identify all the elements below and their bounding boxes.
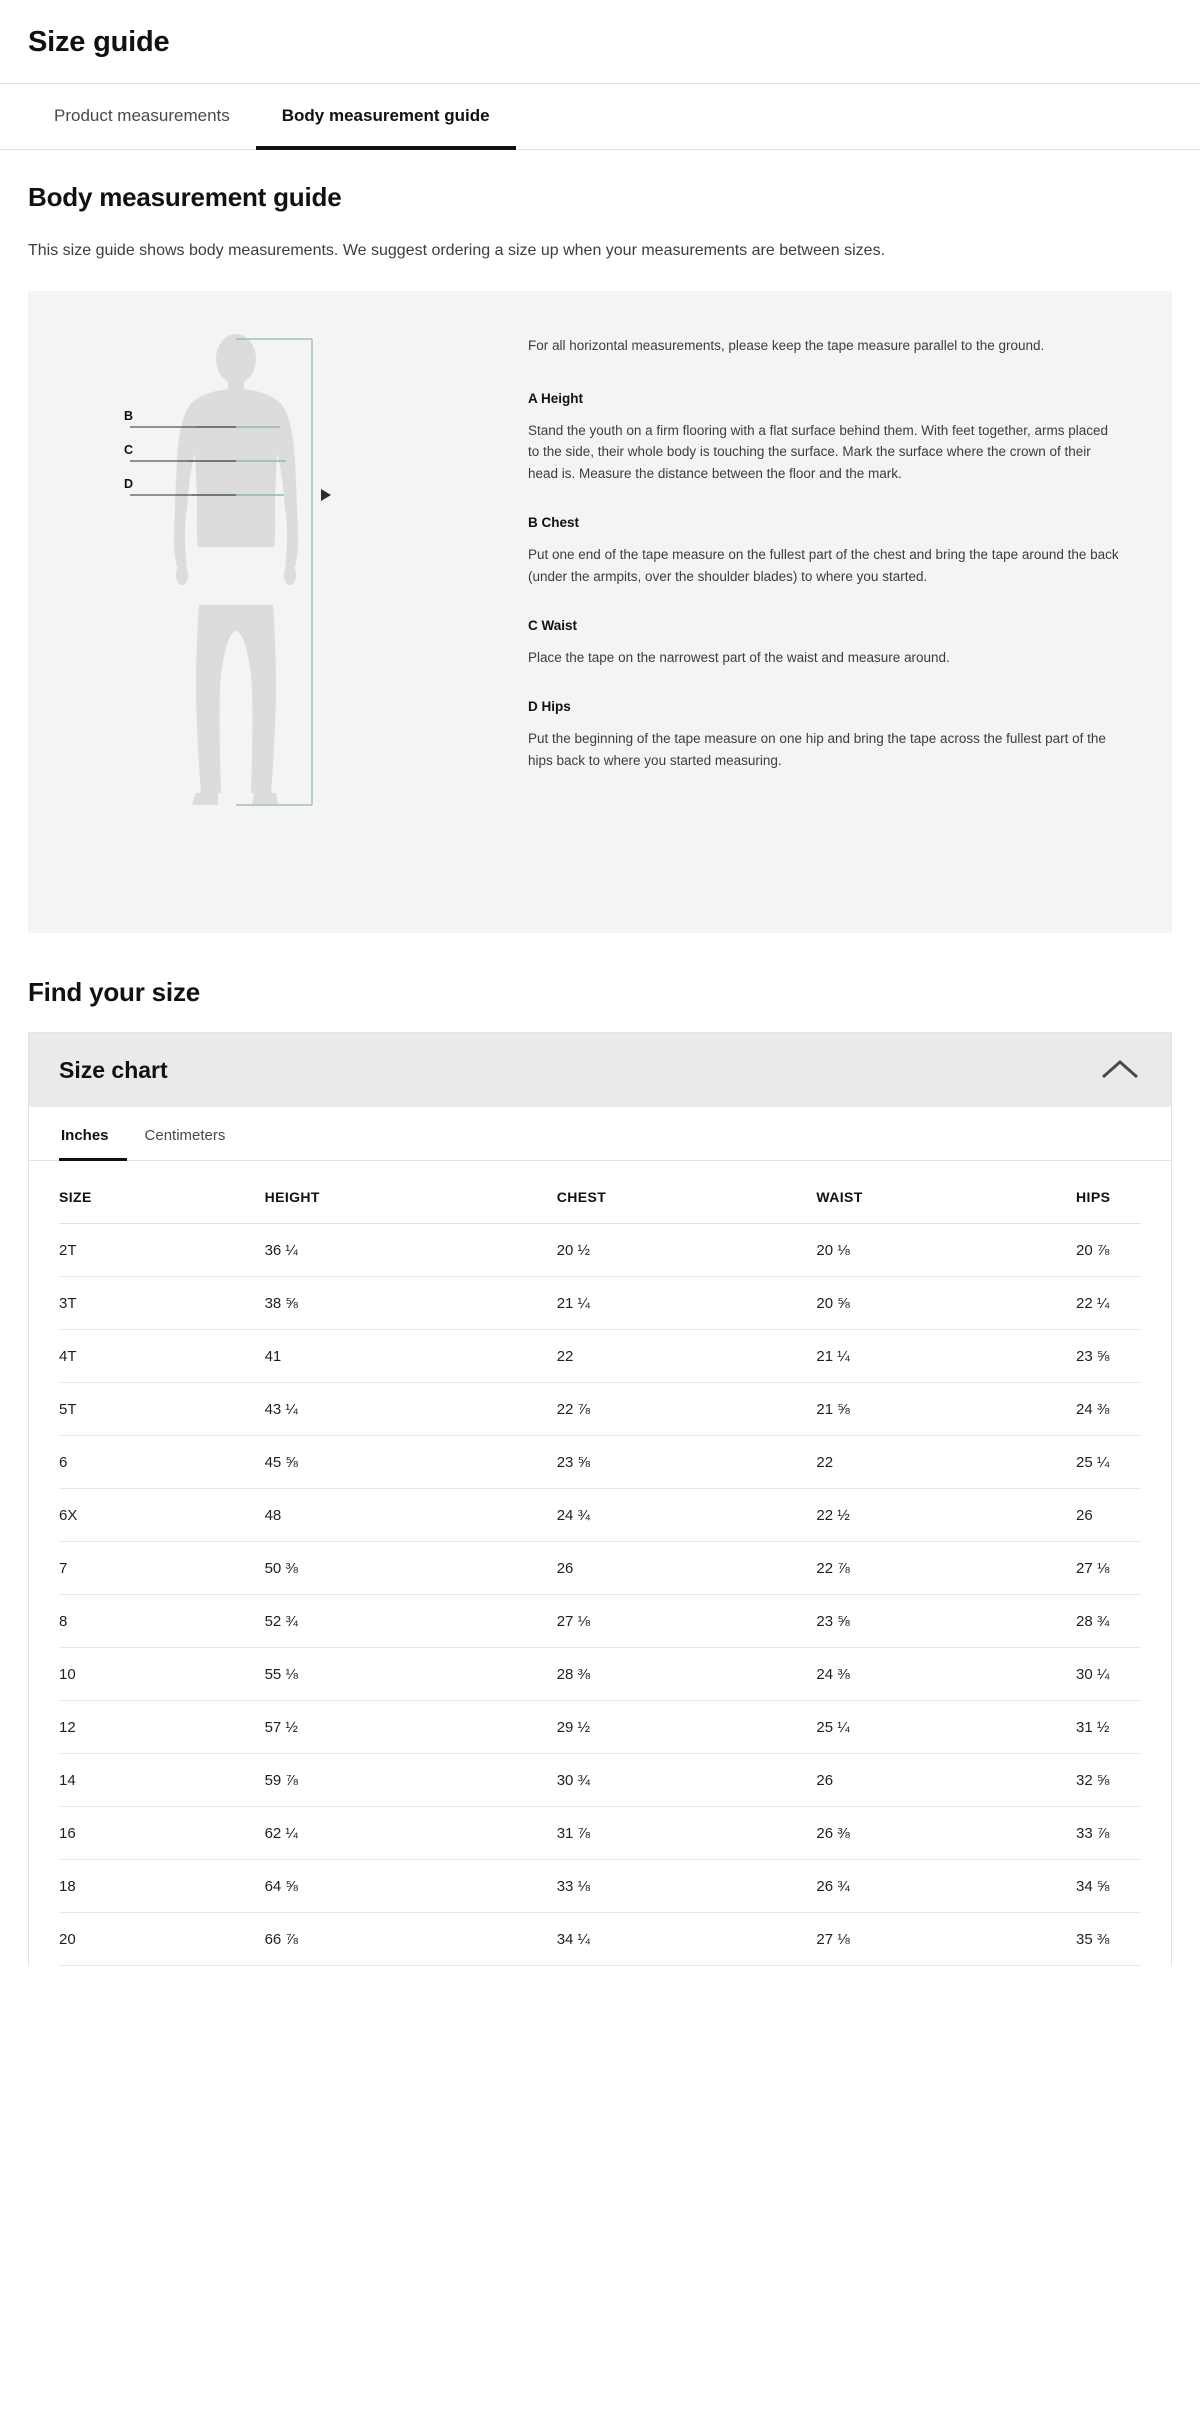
cell-value: 22 — [557, 1330, 817, 1383]
measurement-b-chest — [528, 515, 1122, 588]
cell-value: 27 ⅛ — [1076, 1542, 1141, 1595]
cell-value: 20 ⅞ — [1076, 1224, 1141, 1277]
cell-value: 23 ⅝ — [1076, 1330, 1141, 1383]
cell-value: 57 ½ — [265, 1701, 557, 1754]
table-row — [59, 1436, 1141, 1489]
tab-body-measurement-guide[interactable]: Body measurement guide — [256, 84, 516, 150]
find-your-size-section — [0, 933, 1200, 1008]
table-row — [59, 1383, 1141, 1436]
find-your-size-heading: Find your size — [28, 977, 201, 1007]
cell-value: 22 ¼ — [1076, 1277, 1141, 1330]
cell-value: 52 ¾ — [265, 1595, 557, 1648]
cell-size: 6 — [59, 1436, 265, 1489]
cell-value: 20 ½ — [557, 1224, 817, 1277]
measurement-instructions — [528, 323, 1142, 893]
cell-value: 22 ⅞ — [816, 1542, 1076, 1595]
cell-value: 34 ¼ — [557, 1913, 817, 1966]
cell-value: 20 ⅝ — [816, 1277, 1076, 1330]
figure-column — [58, 323, 528, 893]
body-silhouette-icon — [68, 323, 498, 863]
size-chart-body — [59, 1224, 1141, 1966]
cell-size: 10 — [59, 1648, 265, 1701]
cell-value: 33 ⅞ — [1076, 1807, 1141, 1860]
cell-value: 21 ¼ — [816, 1330, 1076, 1383]
cell-value: 28 ¾ — [1076, 1595, 1141, 1648]
cell-value: 36 ¼ — [265, 1224, 557, 1277]
cell-value: 41 — [265, 1330, 557, 1383]
cell-size: 20 — [59, 1913, 265, 1966]
cell-value: 27 ⅛ — [557, 1595, 817, 1648]
page-header — [0, 0, 1200, 84]
measurement-title: B Chest — [528, 515, 580, 531]
tab-centimeters[interactable]: Centimeters — [144, 1127, 226, 1144]
cell-size: 18 — [59, 1860, 265, 1913]
tab-product-measurements[interactable]: Product measurements — [54, 106, 230, 125]
table-row — [59, 1224, 1141, 1277]
cell-value: 31 ⅞ — [557, 1807, 817, 1860]
table-row — [59, 1489, 1141, 1542]
cell-value: 25 ¼ — [1076, 1436, 1141, 1489]
table-row — [59, 1330, 1141, 1383]
cell-value: 21 ⅝ — [816, 1383, 1076, 1436]
measurement-title: C Waist — [528, 617, 578, 633]
cell-size: 12 — [59, 1701, 265, 1754]
cell-value: 23 ⅝ — [816, 1595, 1076, 1648]
size-chart-card — [28, 1032, 1172, 1966]
cell-value: 33 ⅛ — [557, 1860, 817, 1913]
measurement-description: Place the tape on the narrowest part of the waist and measure around. — [528, 649, 950, 665]
cell-value: 34 ⅝ — [1076, 1860, 1141, 1913]
label-c: C — [124, 443, 134, 457]
cell-value: 30 ¼ — [1076, 1648, 1141, 1701]
body-figure — [68, 323, 498, 863]
tab-inches[interactable]: Inches — [59, 1107, 127, 1161]
measurement-title: D Hips — [528, 698, 571, 714]
intro-description: This size guide shows body measurements. We suggest ordering a size up when your measurements are between sizes. — [28, 242, 886, 259]
cell-value: 26 ¾ — [816, 1860, 1076, 1913]
cell-size: 5T — [59, 1383, 265, 1436]
column-header-chest: CHEST — [557, 1161, 817, 1224]
size-chart-table — [59, 1161, 1141, 1966]
cell-value: 30 ¾ — [557, 1754, 817, 1807]
measurement-title: A Height — [528, 390, 583, 406]
cell-value: 26 ⅜ — [816, 1807, 1076, 1860]
table-row — [59, 1595, 1141, 1648]
table-row — [59, 1277, 1141, 1330]
table-row — [59, 1701, 1141, 1754]
cell-value: 24 ⅜ — [1076, 1383, 1141, 1436]
chevron-up-icon[interactable] — [1099, 1055, 1141, 1085]
measurement-description: Put one end of the tape measure on the fullest part of the chest and bring the tape around the back (under the armpits, over the shoulder blades) to where you started. — [528, 547, 1119, 585]
cell-value: 31 ½ — [1076, 1701, 1141, 1754]
table-row — [59, 1542, 1141, 1595]
cell-value: 25 ¼ — [816, 1701, 1076, 1754]
body-measurement-panel — [28, 291, 1172, 933]
table-row — [59, 1754, 1141, 1807]
table-row — [59, 1807, 1141, 1860]
cell-value: 21 ¼ — [557, 1277, 817, 1330]
cell-value: 26 — [816, 1754, 1076, 1807]
cell-value: 48 — [265, 1489, 557, 1542]
cell-size: 8 — [59, 1595, 265, 1648]
cell-value: 20 ⅛ — [816, 1224, 1076, 1277]
cell-size: 4T — [59, 1330, 265, 1383]
measurement-c-waist — [528, 618, 1122, 669]
cell-size: 6X — [59, 1489, 265, 1542]
cell-value: 22 ⅞ — [557, 1383, 817, 1436]
cell-value: 50 ⅜ — [265, 1542, 557, 1595]
cell-value: 55 ⅛ — [265, 1648, 557, 1701]
cell-value: 29 ½ — [557, 1701, 817, 1754]
page-title: Size guide — [28, 26, 170, 58]
measurement-a-height — [528, 391, 1122, 486]
cell-size: 3T — [59, 1277, 265, 1330]
intro-section — [0, 150, 1200, 263]
measurement-description: Stand the youth on a firm flooring with a flat surface behind them. With feet together, arms placed to the side, their whole body is touching the surface. Mark the surface where the crown of their head is. Measure the distance between the floor and the mark. — [528, 422, 1109, 482]
unit-tabs — [29, 1107, 1171, 1161]
cell-value: 35 ⅜ — [1076, 1913, 1141, 1966]
cell-value: 32 ⅝ — [1076, 1754, 1141, 1807]
column-header-height: HEIGHT — [265, 1161, 557, 1224]
measurement-lead-text: For all horizontal measurements, please keep the tape measure parallel to the ground. — [528, 338, 1045, 353]
table-header-row — [59, 1161, 1141, 1224]
measurement-d-hips — [528, 699, 1122, 772]
column-header-hips: HIPS — [1076, 1161, 1141, 1224]
cell-size: 7 — [59, 1542, 265, 1595]
label-b: B — [124, 409, 134, 423]
cell-value: 28 ⅜ — [557, 1648, 817, 1701]
cell-value: 62 ¼ — [265, 1807, 557, 1860]
cell-value: 23 ⅝ — [557, 1436, 817, 1489]
cell-value: 24 ⅜ — [816, 1648, 1076, 1701]
cell-value: 43 ¼ — [265, 1383, 557, 1436]
label-d: D — [124, 477, 134, 491]
table-row — [59, 1648, 1141, 1701]
cell-value: 45 ⅝ — [265, 1436, 557, 1489]
cell-value: 22 — [816, 1436, 1076, 1489]
cell-value: 24 ¾ — [557, 1489, 817, 1542]
measurement-description: Put the beginning of the tape measure on one hip and bring the tape across the fullest part of the hips back to where you started measuring. — [528, 730, 1106, 768]
table-row — [59, 1913, 1141, 1966]
cell-value: 27 ⅛ — [816, 1913, 1076, 1966]
table-row — [59, 1860, 1141, 1913]
cell-value: 59 ⅞ — [265, 1754, 557, 1807]
cell-size: 14 — [59, 1754, 265, 1807]
cell-size: 2T — [59, 1224, 265, 1277]
column-header-waist: WAIST — [816, 1161, 1076, 1224]
cell-value: 26 — [1076, 1489, 1141, 1542]
cell-size: 16 — [59, 1807, 265, 1860]
size-chart-title: Size chart — [59, 1056, 168, 1083]
column-header-size: SIZE — [59, 1161, 265, 1224]
cell-value: 26 — [557, 1542, 817, 1595]
intro-heading: Body measurement guide — [28, 182, 342, 212]
cell-value: 22 ½ — [816, 1489, 1076, 1542]
size-chart-header[interactable] — [29, 1033, 1171, 1107]
guide-tabs — [0, 84, 1200, 150]
cell-value: 38 ⅝ — [265, 1277, 557, 1330]
cell-value: 66 ⅞ — [265, 1913, 557, 1966]
cell-value: 64 ⅝ — [265, 1860, 557, 1913]
